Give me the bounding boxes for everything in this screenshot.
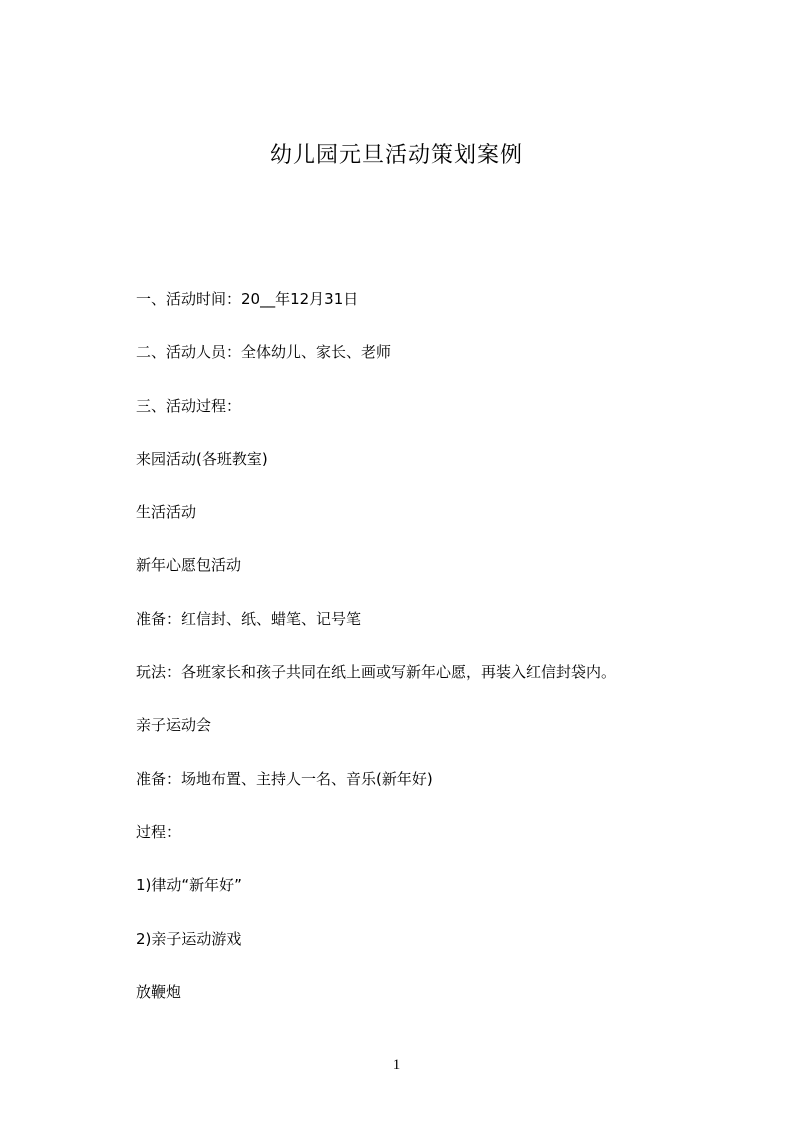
page-number: 1	[392, 1057, 401, 1073]
body-line: 生活活动	[136, 503, 197, 522]
body-line: 玩法：各班家长和孩子共同在纸上画或写新年心愿，再装入红信封袋内。	[136, 663, 617, 682]
body-line: 来园活动(各班教室)	[136, 449, 268, 468]
body-line: 一、活动时间：20__年12月31日	[136, 290, 359, 308]
document-title: 幼儿园元旦活动策划案例	[269, 143, 523, 168]
body-line: 2)亲子运动游戏	[136, 929, 242, 948]
document-body	[136, 286, 736, 1032]
body-line: 1)律动“新年好”	[136, 876, 242, 895]
body-line: 放鞭炮	[136, 982, 182, 1001]
body-line: 准备：场地布置、主持人一名、音乐(新年好)	[136, 769, 433, 788]
body-line: 准备：红信封、纸、蜡笔、记号笔	[136, 609, 362, 628]
body-line: 过程：	[136, 822, 182, 841]
body-line: 新年心愿包活动	[136, 556, 242, 575]
body-line: 亲子运动会	[136, 716, 212, 735]
body-line: 二、活动人员：全体幼儿、家长、老师	[136, 343, 392, 362]
body-line: 三、活动过程：	[136, 396, 242, 415]
